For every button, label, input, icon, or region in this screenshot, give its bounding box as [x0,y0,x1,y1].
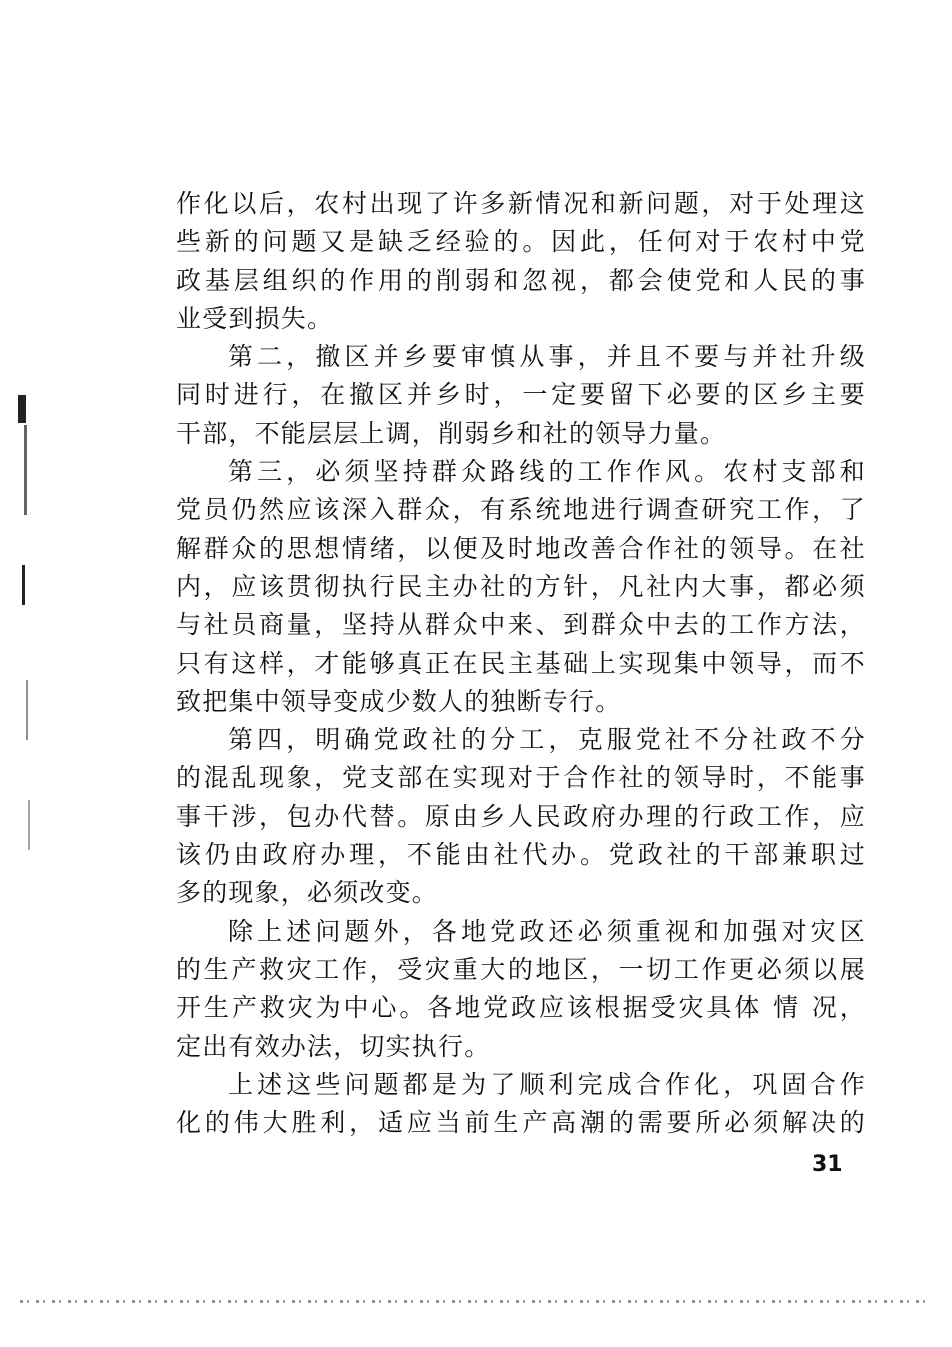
text-line: 同时进行，在撤区并乡时，一定要留下必要的区乡主要 [176,380,866,410]
text-line: 第三，必须坚持群众路线的工作作风。农村支部和 [228,457,866,487]
body-text [176,185,866,1142]
text-line: 开生产救灾为中心。各地党政应该根据受灾具体 情 况， [176,993,866,1023]
text-line: 定出有效办法，切实执行。 [176,1031,491,1061]
page-number: 31 [812,1152,843,1177]
text-line: 第四，明确党政社的分工，克服党社不分社政不分 [228,725,866,755]
scan-mark [28,800,30,850]
text-line: 业受到损失。 [176,303,334,333]
text-line: 党员仍然应该深入群众，有系统地进行调查研究工作，了 [176,495,866,525]
paragraph [176,1066,866,1143]
paragraph [176,721,866,912]
text-line: 与社员商量，坚持从群众中来、到群众中去的工作方法， [176,610,866,640]
scan-noise [20,1300,932,1303]
text-line: 化的伟大胜利，适应当前生产高潮的需要所必须解决的 [176,1108,866,1138]
text-line: 致把集中领导变成少数人的独断专行。 [176,686,622,716]
text-line: 第二，撤区并乡要审慎从事，并且不要与并社升级 [228,342,866,372]
text-line: 的生产救灾工作，受灾重大的地区，一切工作更必须以展 [176,954,866,984]
paragraph [176,913,866,1066]
scan-mark [22,565,25,605]
text-line: 的混乱现象，党支部在实现对于合作社的领导时，不能事 [176,763,866,793]
paragraph [176,185,866,338]
scan-mark [24,425,27,515]
text-line: 多的现象，必须改变。 [176,878,439,908]
text-line: 政基层组织的作用的削弱和忽视，都会使党和人民的事 [176,265,866,295]
text-line: 干部，不能层层上调，削弱乡和社的领导力量。 [176,418,727,448]
text-line: 内，应该贯彻执行民主办社的方针，凡社内大事，都必须 [176,571,866,601]
paragraph [176,338,866,453]
text-line: 解群众的思想情绪，以便及时地改善合作社的领导。在社 [176,533,866,563]
scan-mark [26,680,28,740]
text-line: 上述这些问题都是为了顺利完成合作化，巩固合作 [228,1069,866,1099]
text-line: 作化以后，农村出现了许多新情况和新问题，对于处理这 [176,189,866,218]
text-line: 些新的问题又是缺乏经验的。因此，任何对于农村中党 [176,227,866,257]
text-line: 事干涉，包办代替。原由乡人民政府办理的行政工作，应 [176,801,866,831]
scan-mark [18,395,26,423]
paragraph [176,453,866,721]
text-line: 除上述问题外，各地党政还必须重视和加强对灾区 [228,916,866,946]
text-line: 该仍由政府办理，不能由社代办。党政社的干部兼职过 [176,840,866,870]
text-line: 只有这样，才能够真正在民主基础上实现集中领导，而不 [176,648,866,678]
